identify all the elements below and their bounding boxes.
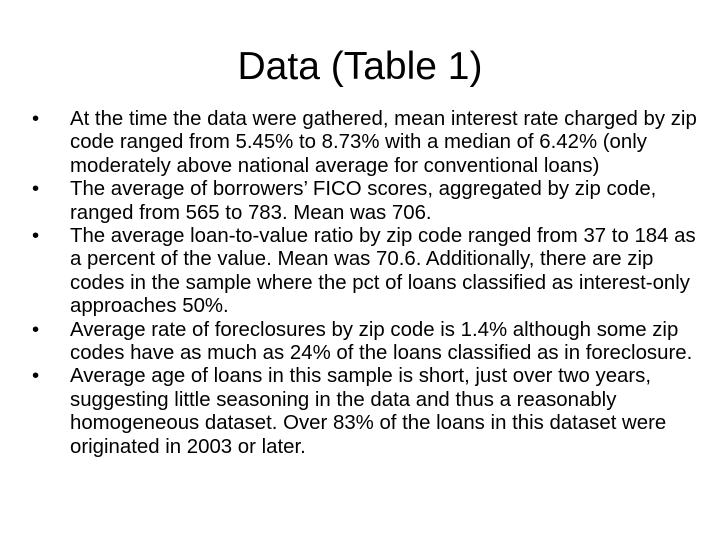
bullet-item <box>32 225 702 319</box>
bullet-item <box>32 178 702 225</box>
bullet-text: Average rate of foreclosures by zip code is 1.4% although some zip codes have as much as 24% of the loans classified as in foreclosure. <box>70 318 693 365</box>
bullet-text: Average age of loans in this sample is short, just over two years, suggesting little seasoning in the data and thus a reasonably homogeneous dataset. Over 83% of the loans in this dataset were originated in 2003 or later. <box>70 365 667 458</box>
bullet-dot-icon: • <box>32 178 40 201</box>
bullet-dot-icon: • <box>32 108 40 130</box>
bullet-dot-icon: • <box>32 365 40 388</box>
bullet-text: The average loan-to-value ratio by zip code ranged from 37 to 184 as a percent of the value. Mean was 70.6. Additionally, there are zip codes in the sample where the pct of loans classified as interest-only approaches 50%. <box>70 225 696 318</box>
bullet-item <box>32 108 702 178</box>
bullet-item <box>32 319 702 366</box>
bullet-text: The average of borrowers’ FICO scores, aggregated by zip code, ranged from 565 to 783. Mean was 706. <box>70 178 657 224</box>
bullet-item <box>32 365 702 459</box>
bullet-dot-icon: • <box>32 318 40 341</box>
slide-title: Data (Table 1) <box>237 45 483 88</box>
bullet-list <box>32 108 702 459</box>
bullet-dot-icon: • <box>32 225 40 248</box>
bullet-text: At the time the data were gathered, mean interest rate charged by zip code ranged from 5.45% to 8.73% with a median of 6.42% (only moderately above national average for conventional loans) <box>70 108 697 177</box>
